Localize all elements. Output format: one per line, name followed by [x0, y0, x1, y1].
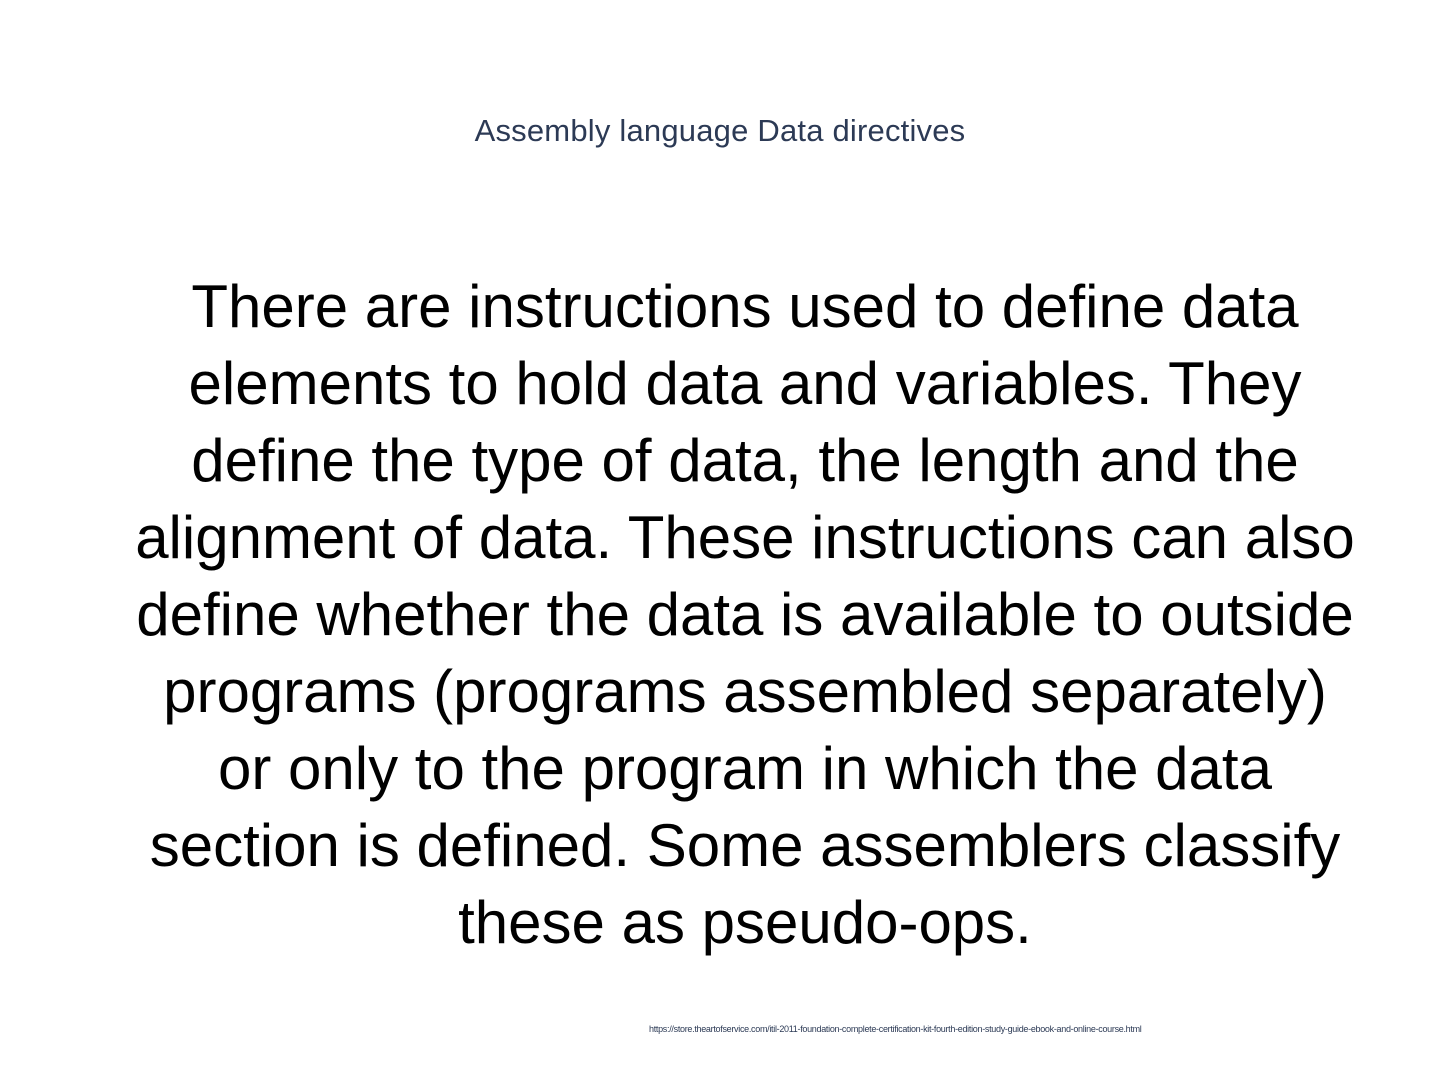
source-url: https://store.theartofservice.com/itil-2011-foundation-complete-certification-kit-fourth-edition-study-guide-ebook-and-online-course.html: [649, 1024, 1142, 1034]
slide-body-text: There are instructions used to define data elements to hold data and variables. They define the type of data, the length and the alignment of data. These instructions can also define whether the data is available to outside programs (programs assembled separately) or only to the program in which the data section is defined. Some assemblers classify these as pseudo-ops.: [135, 273, 1355, 956]
slide-title: Assembly language Data directives: [474, 113, 966, 148]
